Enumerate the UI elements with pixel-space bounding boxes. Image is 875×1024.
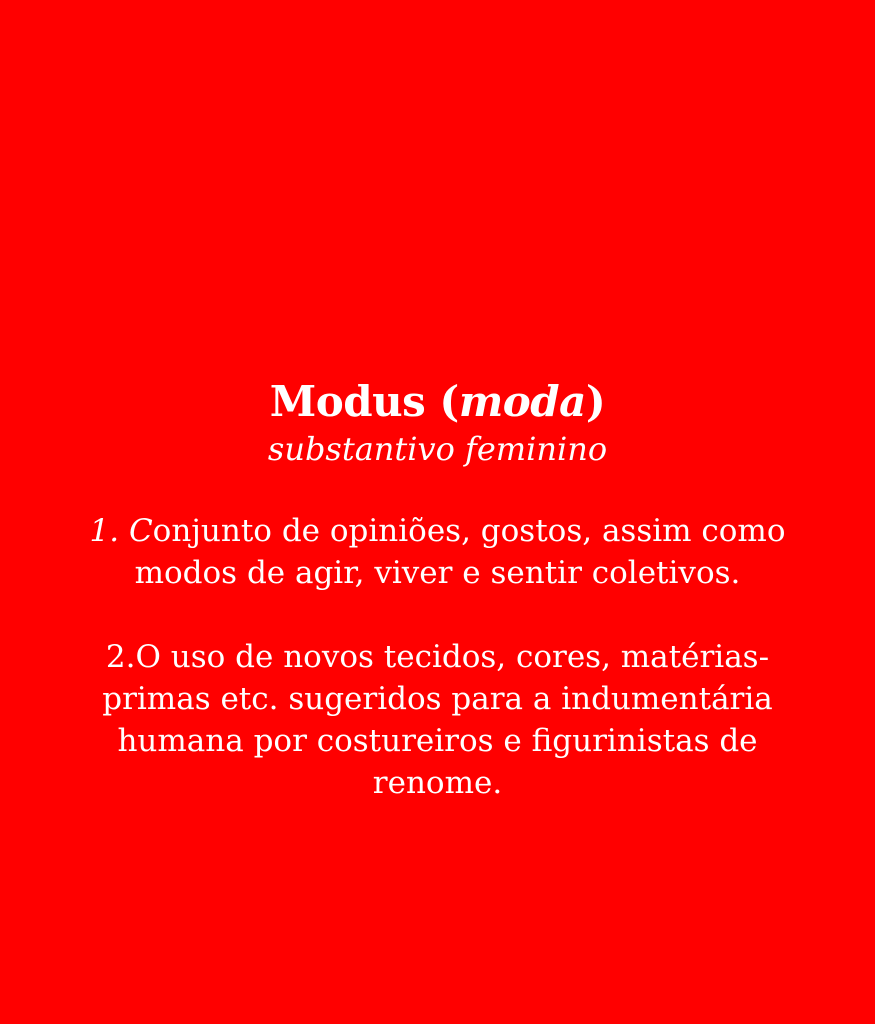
definition-2-line-2: primas etc. sugeridos para a indumentária (102, 681, 773, 717)
definition-1 (88, 510, 788, 594)
part-of-speech: substantivo feminino (267, 430, 608, 468)
definition-2 (88, 636, 788, 804)
gloss-open: ( (425, 377, 459, 426)
definition-1-line-1 (88, 510, 788, 552)
headword-line (0, 374, 875, 430)
definition-1-number: 1. (89, 513, 129, 549)
definition-1-line-2: modos de agir, viver e sentir coletivos. (134, 555, 741, 591)
gloss-close: ) (585, 377, 606, 426)
definition-1-text-1: onjunto de opiniões, gostos, assim como (152, 513, 786, 549)
definition-2-number: 2. (105, 639, 136, 675)
definition-1-initial: C (128, 513, 153, 549)
headword: Modus (269, 377, 426, 426)
definition-2-line-3: humana por costureiros e figurinistas de (117, 723, 758, 759)
headword-gloss: moda (458, 377, 586, 426)
definition-2-line-1 (88, 636, 788, 678)
entry-block (0, 374, 875, 804)
definition-2-text-1: O uso de novos tecidos, cores, matérias- (135, 639, 770, 675)
definition-2-line-4: renome. (372, 765, 503, 801)
